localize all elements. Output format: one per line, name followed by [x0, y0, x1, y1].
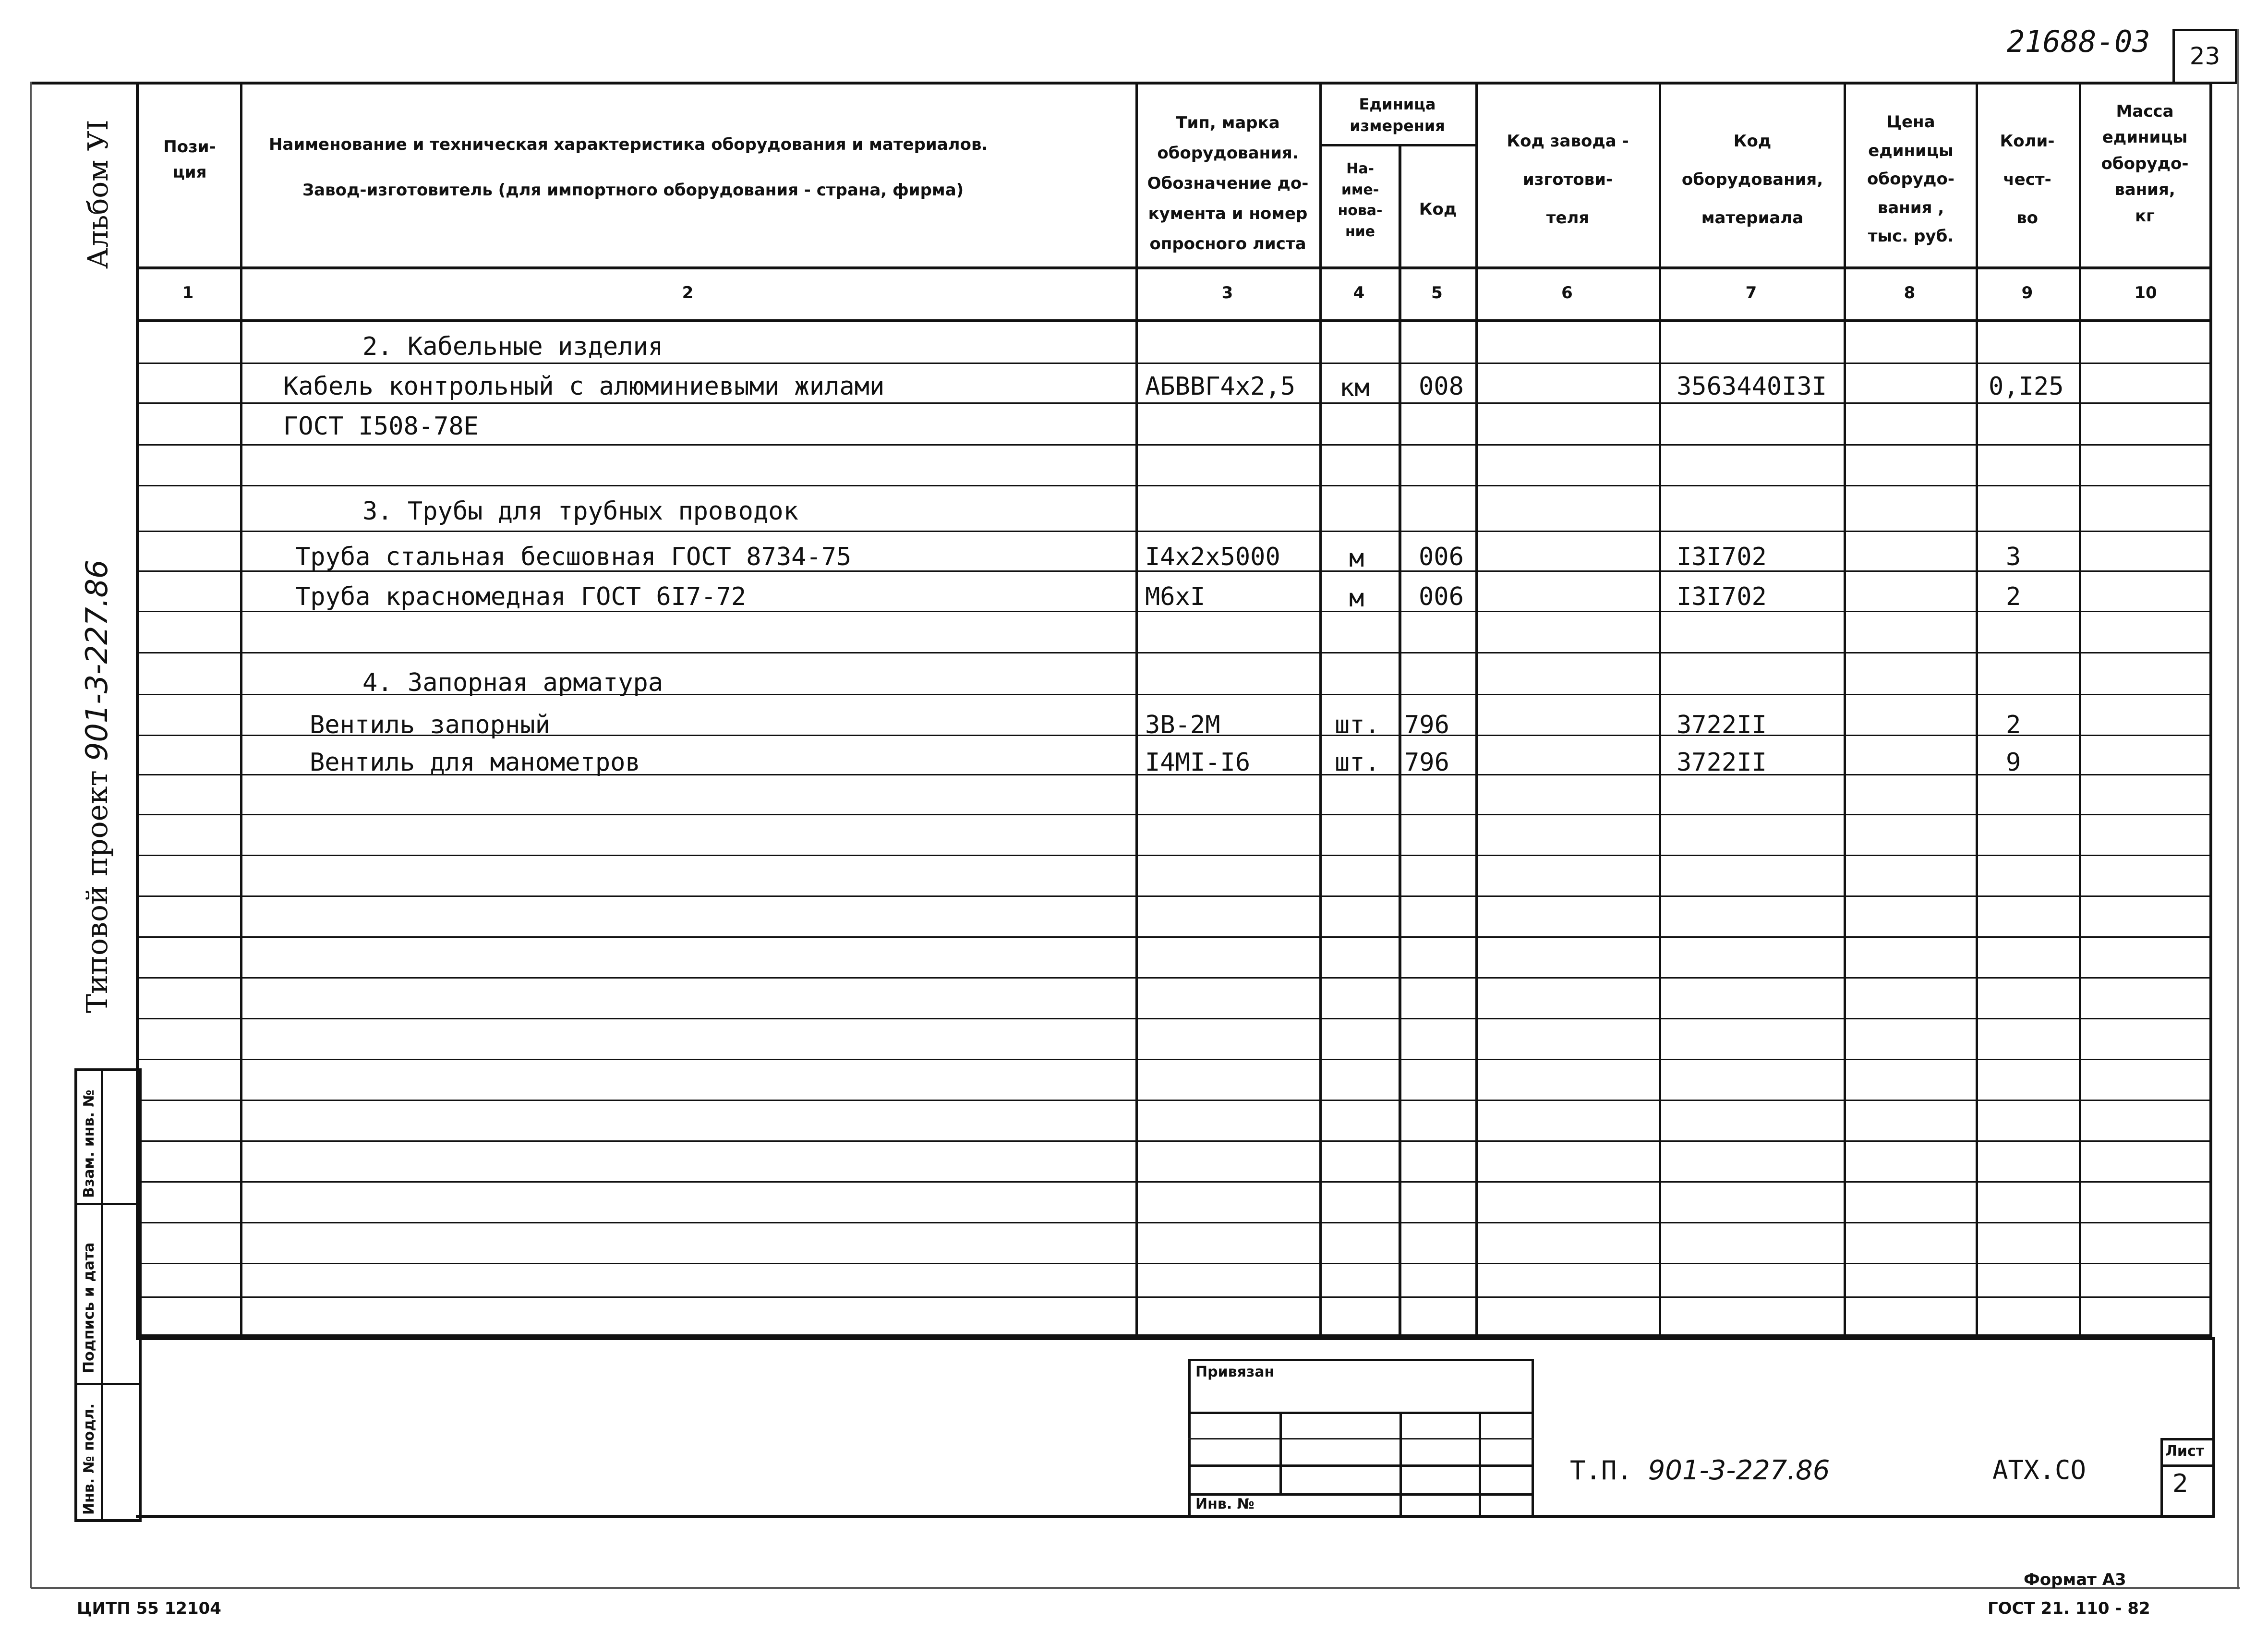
stamp-label-replace: Взам. инв. № — [81, 1089, 97, 1198]
row-line — [136, 1018, 2212, 1019]
col-number-6: 6 — [1561, 283, 1573, 302]
row-line — [136, 1222, 2212, 1223]
row-shutoff-valve-name: Вентиль запорный — [310, 711, 550, 739]
header-quantity: Коли- чест- во — [2000, 132, 2055, 228]
row-line — [136, 531, 2212, 532]
page-number: 23 — [2189, 42, 2220, 70]
header-name-line2: Завод-изготовитель (для импортного оборудования - страна, фирма) — [302, 181, 964, 200]
project-label: Типовой проект 901-3-227.86 — [79, 559, 114, 1013]
col-line-1 — [240, 82, 242, 1337]
row-line — [136, 652, 2212, 653]
row-shutoff-valve-unit: шт. — [1335, 711, 1380, 739]
header-mass: Масса единицы оборудо- вания, кг — [2101, 102, 2189, 226]
row-cable-qty: 0,I25 — [1989, 372, 2064, 401]
header-name-line1: Наименование и техническая характеристика оборудования и материалов. — [269, 135, 988, 154]
row-cable-name: Кабель контрольный с алюминиевыми жилами — [283, 372, 885, 401]
left-border — [30, 82, 32, 1588]
page-number-box — [2172, 29, 2237, 84]
col-number-4: 4 — [1353, 283, 1365, 302]
row-cable-unit: км — [1339, 374, 1370, 402]
row-shutoff-valve-equip-code: 3722II — [1677, 711, 1767, 739]
row-line — [136, 1181, 2212, 1183]
row-gauge-valve-equip-code: 3722II — [1677, 748, 1767, 777]
row-gauge-valve-unit: шт. — [1335, 748, 1380, 777]
row-steel-pipe-type: I4х2х5000 — [1145, 543, 1280, 571]
stamp-label-sign: Подпись и дата — [81, 1242, 97, 1373]
row-copper-pipe-qty: 2 — [2006, 582, 2021, 611]
attached-vline-1 — [1279, 1412, 1282, 1493]
unit-group-line — [1319, 144, 1475, 146]
attached-line-2 — [1188, 1438, 1534, 1439]
col-number-8: 8 — [1904, 283, 1916, 302]
sheet-box-top — [2160, 1438, 2213, 1440]
stamp-label-inv: Инв. № подл. — [81, 1403, 97, 1515]
title-area-right — [2212, 1337, 2215, 1517]
attached-label: Привязан — [1195, 1364, 1275, 1380]
row-steel-pipe-unit: м — [1349, 544, 1364, 573]
row-copper-pipe-type: М6хI — [1145, 582, 1206, 611]
section-pipes: 3. Трубы для трубных проводок — [362, 497, 798, 526]
col-line-7 — [1844, 82, 1846, 1337]
row-line — [136, 444, 2212, 446]
project-code: 901-3-227.86 — [79, 559, 114, 762]
project-ref-code: 901-3-227.86 — [1648, 1455, 1830, 1486]
row-line — [136, 363, 2212, 364]
header-type: Тип, марка оборудования. Обозначение до- кумента и номер опросного листа — [1147, 113, 1309, 254]
row-line — [136, 936, 2212, 938]
row-line — [136, 1140, 2212, 1142]
header-unit-code: Код — [1419, 200, 1457, 219]
doc-code: АТХ.СО — [1992, 1455, 2087, 1485]
stamp-sep-2 — [74, 1383, 142, 1385]
col-number-3: 3 — [1221, 283, 1233, 302]
col-number-1: 1 — [182, 283, 194, 302]
row-steel-pipe-equip-code: I3I702 — [1677, 543, 1767, 571]
col-number-7: 7 — [1745, 283, 1757, 302]
row-line — [136, 1059, 2212, 1060]
row-gauge-valve-type: I4МI-I6 — [1145, 748, 1251, 777]
sheet-number: 2 — [2172, 1469, 2189, 1498]
stamp-sep-1 — [74, 1203, 142, 1205]
col-line-9 — [2079, 82, 2081, 1337]
row-line — [136, 855, 2212, 856]
right-border — [2237, 29, 2239, 1589]
inv-label: Инв. № — [1195, 1496, 1255, 1512]
row-gauge-valve-qty: 9 — [2006, 748, 2021, 777]
bottom-border — [31, 1587, 2240, 1589]
row-shutoff-valve-unit-code: 796 — [1404, 711, 1449, 739]
header-price: Цена единицы оборудо- вания , тыс. руб. — [1867, 112, 1954, 246]
numbers-bottom-line — [136, 319, 2212, 322]
header-position: Пози- ция — [163, 137, 216, 182]
row-copper-pipe-unit: м — [1349, 584, 1364, 613]
header-factory-code: Код завода - изготови- теля — [1507, 132, 1629, 228]
row-copper-pipe-name: Труба красномедная ГОСТ 6I7-72 — [295, 582, 747, 611]
section-valves: 4. Запорная арматура — [362, 668, 664, 697]
row-cable-type: АБВВГ4х2,5 — [1145, 372, 1296, 401]
row-line — [136, 977, 2212, 979]
col-number-10: 10 — [2134, 283, 2157, 302]
row-copper-pipe-equip-code: I3I702 — [1677, 582, 1767, 611]
row-line — [136, 814, 2212, 815]
footer-gost: ГОСТ 21. 110 - 82 — [1988, 1599, 2150, 1618]
col-number-9: 9 — [2021, 283, 2033, 302]
stamp-divider — [101, 1068, 103, 1522]
sheet-label: Лист — [2165, 1443, 2205, 1460]
attached-line-3 — [1188, 1464, 1534, 1467]
header-unit-group: Единица измерения — [1350, 95, 1445, 135]
col-line-3 — [1319, 82, 1322, 1337]
col-line-8 — [1976, 82, 1978, 1337]
album-label: Альбом УI — [82, 120, 114, 269]
row-cable-unit-code: 008 — [1419, 372, 1464, 401]
row-line — [136, 1100, 2212, 1101]
title-area-bottom — [136, 1515, 2215, 1518]
header-equipment-code: Код оборудования, материала — [1681, 132, 1823, 228]
attached-vline-2 — [1399, 1412, 1402, 1517]
footer-format: Формат А3 — [2024, 1570, 2126, 1589]
row-steel-pipe-qty: 3 — [2006, 543, 2021, 571]
col-line-5 — [1475, 82, 1478, 1337]
row-steel-pipe-unit-code: 006 — [1419, 543, 1464, 571]
doc-number: 21688-03 — [2007, 24, 2150, 59]
project-ref: Т.П. 901-3-227.86 — [1570, 1455, 1830, 1486]
row-line — [136, 402, 2212, 404]
row-gauge-valve-name: Вентиль для манометров — [310, 748, 640, 777]
header-bottom-line — [136, 266, 2212, 269]
spec-table — [136, 82, 2212, 1337]
row-shutoff-valve-qty: 2 — [2006, 711, 2021, 739]
col-line-4 — [1399, 144, 1401, 1337]
row-steel-pipe-name: Труба стальная бесшовная ГОСТ 8734-75 — [295, 543, 852, 571]
row-copper-pipe-unit-code: 006 — [1419, 582, 1464, 611]
col-number-5: 5 — [1431, 283, 1443, 302]
section-cables: 2. Кабельные изделия — [362, 332, 664, 361]
attached-line-1 — [1188, 1412, 1534, 1414]
row-line — [136, 1296, 2212, 1298]
row-line — [136, 1337, 2212, 1340]
header-unit-name: На- име- нова- ние — [1338, 160, 1383, 240]
row-line — [136, 1263, 2212, 1264]
footer-left: ЦИТП 55 12104 — [77, 1599, 221, 1618]
row-cable-equip-code: 3563440I3I — [1677, 372, 1827, 401]
attached-vline-3 — [1479, 1412, 1481, 1517]
row-shutoff-valve-type: 3В-2М — [1145, 711, 1220, 739]
row-line — [136, 485, 2212, 486]
sheet-box-mid — [2160, 1464, 2213, 1467]
sheet-box-left — [2160, 1438, 2163, 1517]
col-line-2 — [1135, 82, 1138, 1337]
col-line-6 — [1659, 82, 1661, 1337]
row-line — [136, 895, 2212, 897]
row-cable-gost: ГОСТ I508-78Е — [283, 412, 479, 441]
row-gauge-valve-unit-code: 796 — [1404, 748, 1449, 777]
col-number-2: 2 — [682, 283, 694, 302]
